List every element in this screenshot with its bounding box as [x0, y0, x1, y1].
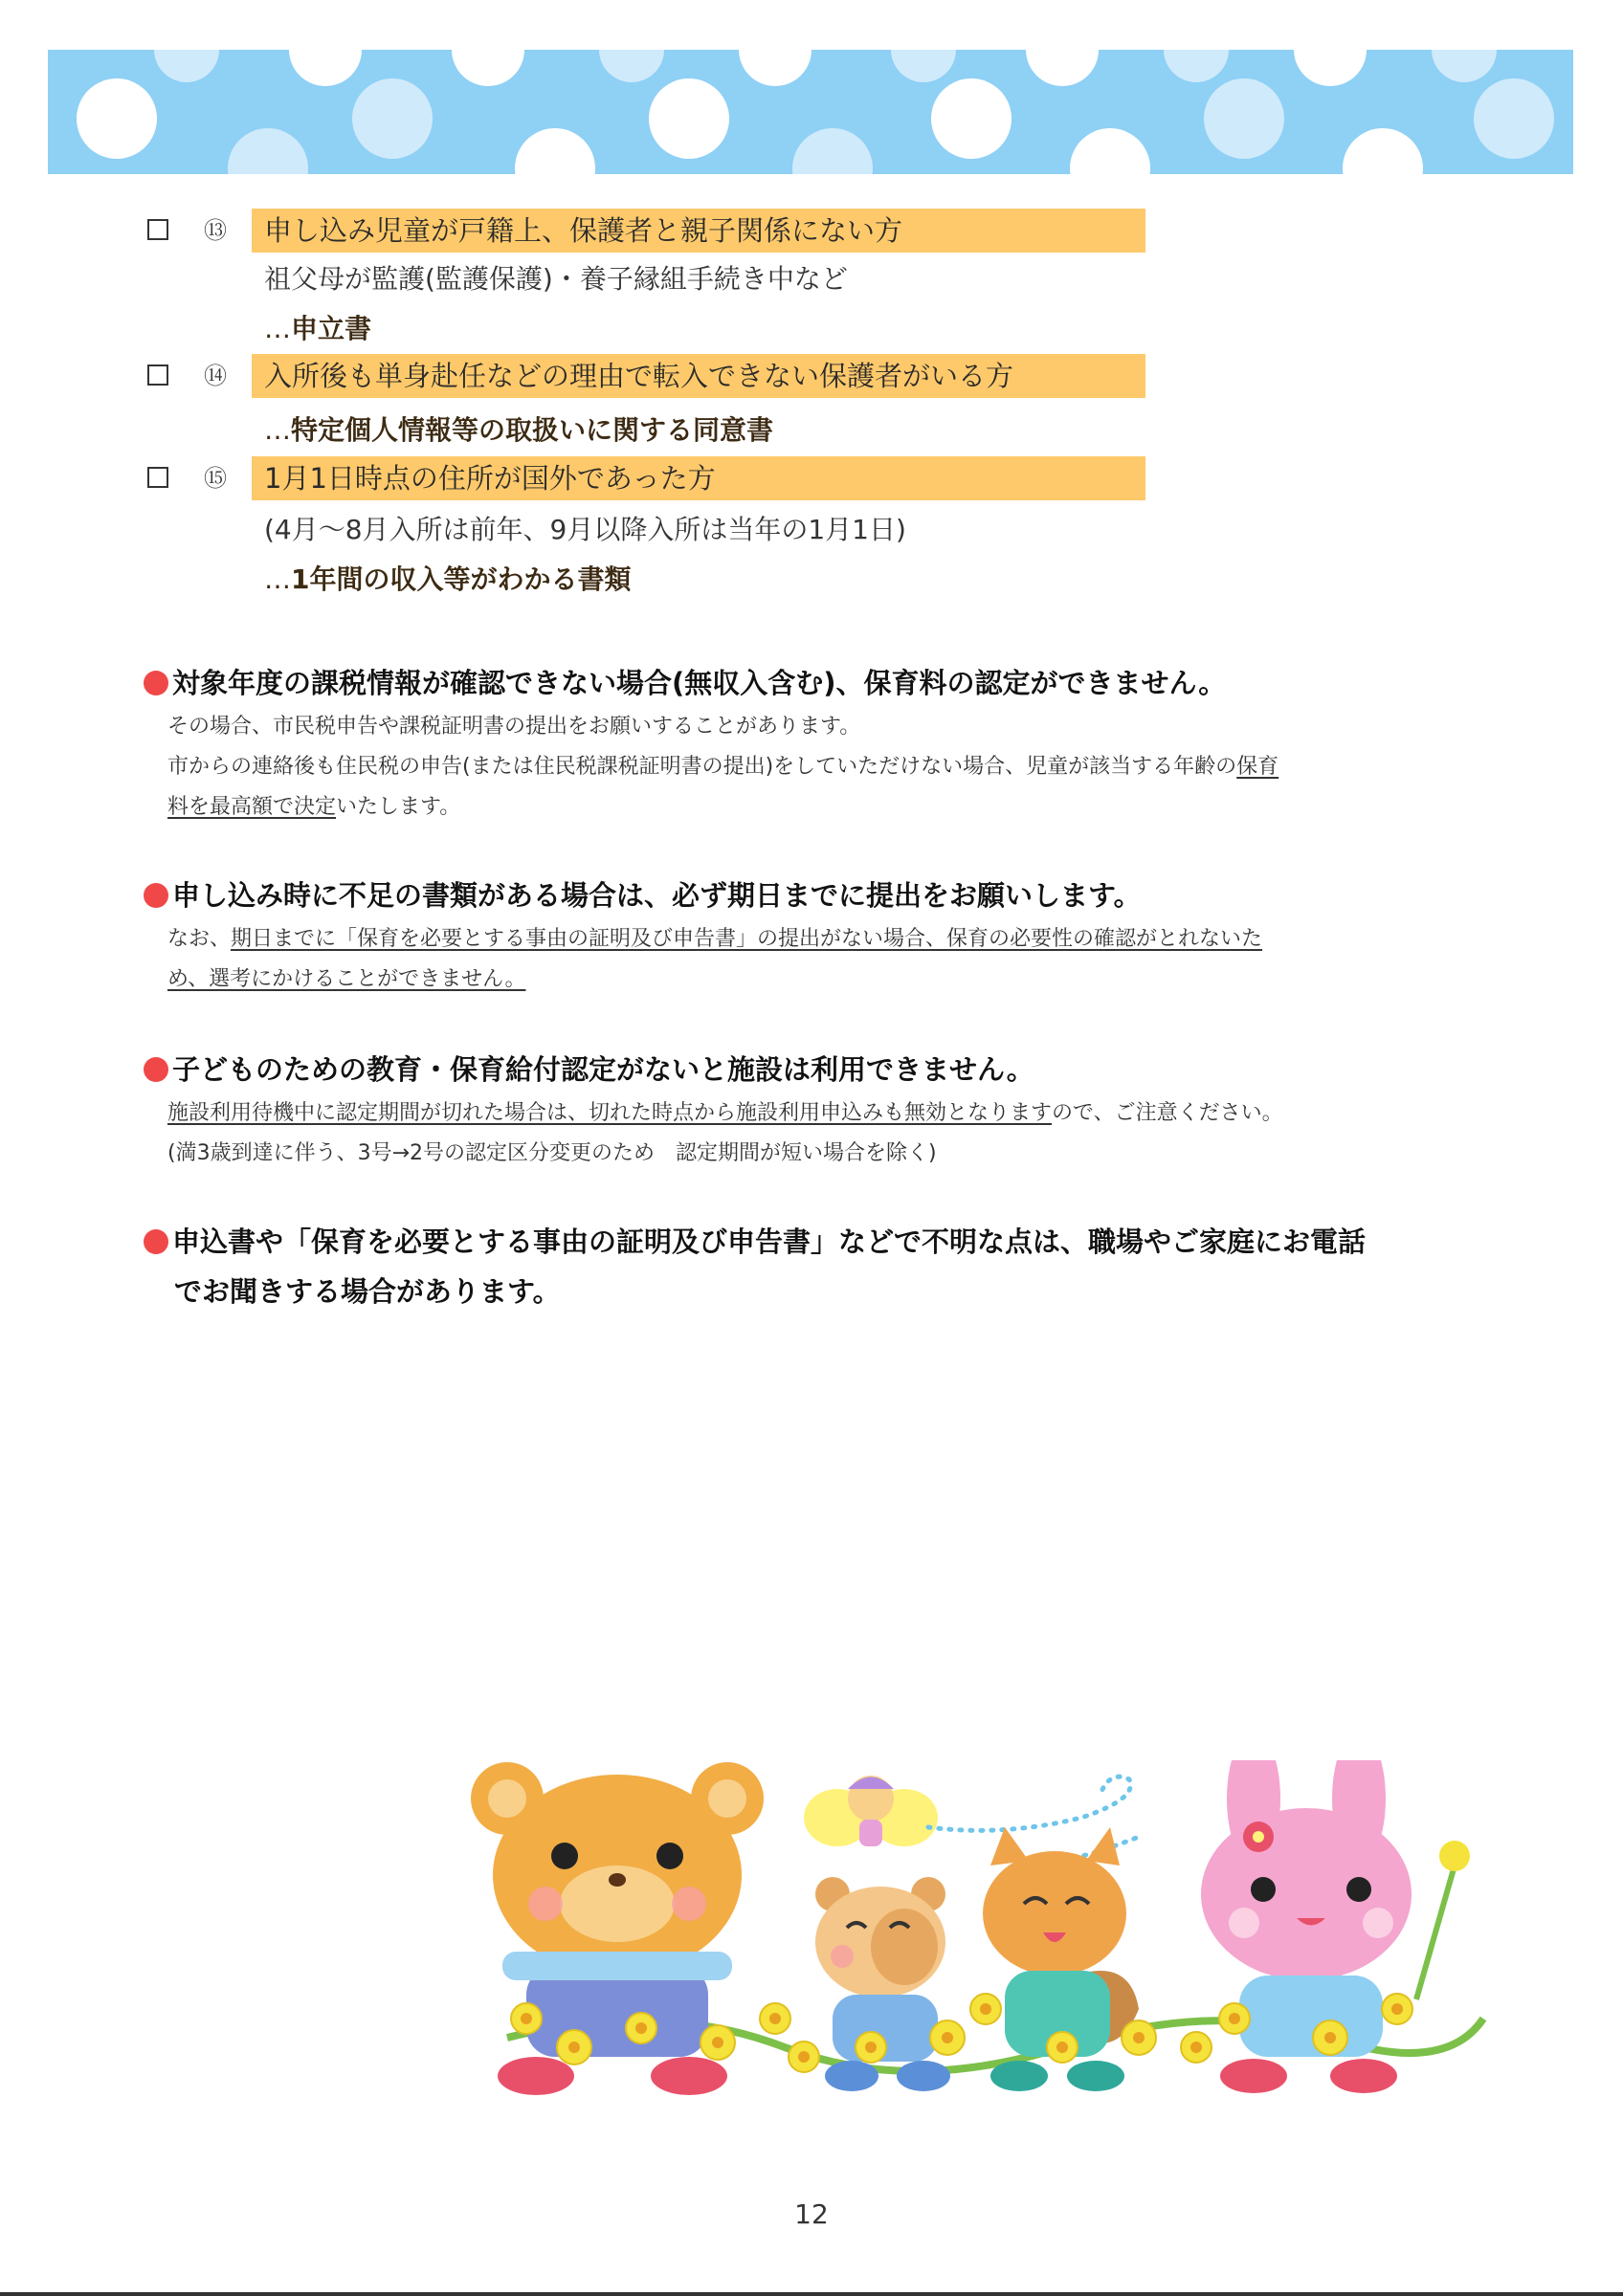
- polka-dot-banner: [48, 50, 1573, 174]
- bullet-dot-icon: [144, 1229, 168, 1254]
- checkbox-empty-icon[interactable]: [147, 219, 168, 240]
- required-document: …1年間の収入等がわかる書類: [264, 563, 632, 595]
- note-text: その場合、市民税申告や課税証明書の提出をお願いすることがあります。: [167, 715, 861, 739]
- note-heading-certification: 子どものための教育・保育給付認定がないと施設は利用できません。: [144, 1049, 1034, 1088]
- bullet-dot-icon: [144, 671, 168, 695]
- banner-dots-graphic: [48, 50, 1573, 174]
- item-title: 入所後も単身赴任などの理由で転入できない保護者がいる方: [264, 360, 1014, 392]
- item-detail: 祖父母が監護(監護保護)・養子縁組手続き中など: [264, 263, 848, 295]
- bullet-dot-icon: [144, 1057, 168, 1082]
- note-heading-continuation: でお聞きする場合があります。: [174, 1275, 561, 1308]
- item-detail: (4月～8月入所は前年、9月以降入所は当年の1月1日): [264, 514, 906, 545]
- checklist-item-14: [144, 354, 1148, 398]
- required-document: …特定個人情報等の取扱いに関する同意書: [264, 414, 774, 446]
- checkbox-empty-icon[interactable]: [147, 364, 168, 386]
- item-number: ⑭: [204, 363, 227, 389]
- bullet-dot-icon: [144, 883, 168, 908]
- item-title: 申し込み児童が戸籍上、保護者と親子関係にない方: [264, 214, 903, 247]
- bottom-rule: [0, 2292, 1623, 2296]
- note-heading-phone-inquiry: 申込書や「保育を必要とする事由の証明及び申告書」などで不明な点は、職場やご家庭にお電話: [144, 1221, 1366, 1260]
- note-text: (満3歳到達に伴う、3号→2号の認定区分変更のため 認定期間が短い場合を除く): [167, 1141, 937, 1165]
- note-text: め、選考にかけることができません。: [167, 967, 526, 991]
- note-heading-missing-documents: 申し込み時に不足の書類がある場合は、必ず期日までに提出をお願いします。: [144, 874, 1142, 914]
- page-number: 12: [794, 2198, 829, 2230]
- fairy-illustration: [804, 1776, 938, 1846]
- note-text: 施設利用待機中に認定期間が切れた場合は、切れた時点から施設利用申込みも無効となりますので、ご注意ください。: [167, 1101, 1283, 1125]
- checklist-item-15: [144, 456, 1148, 500]
- checklist-item-13: [144, 209, 1148, 253]
- required-document: …申立書: [264, 313, 372, 344]
- item-title: 1月1日時点の住所が国外であった方: [264, 462, 716, 495]
- item-number: ⑮: [204, 465, 227, 492]
- note-text: なお、期日までに「保育を必要とする事由の証明及び申告書」の提出がない場合、保育の必要性の確認がとれないた: [167, 927, 1263, 951]
- note-text: 料を最高額で決定いたします。: [167, 795, 461, 819]
- note-text: 市からの連絡後も住民税の申告(または住民税課税証明書の提出)をしていただけない場合、児童が該当する年齢の保育: [167, 755, 1279, 779]
- checkbox-empty-icon[interactable]: [147, 467, 168, 488]
- note-heading-tax-info: 対象年度の課税情報が確認できない場合(無収入含む)、保育料の認定ができません。: [144, 662, 1226, 701]
- item-number: ⑬: [204, 217, 227, 244]
- animal-parade-illustration: [469, 1760, 1512, 2114]
